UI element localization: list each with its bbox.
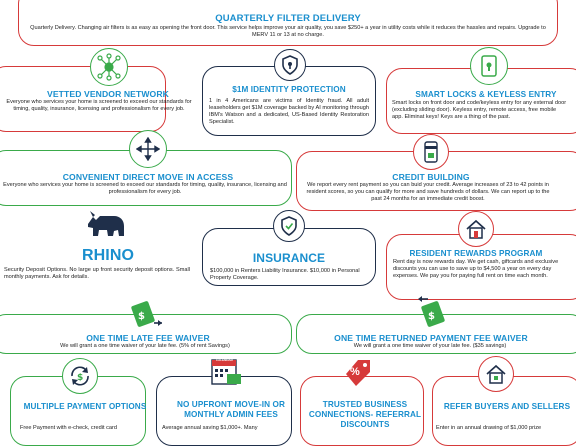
direct-move-in-text: Everyone who services your home is screened to exceed our standards for timing, quality, insurance, licensing and professionalism for every job. [3,182,287,195]
identity-protection-title: $1M IDENTITY PROTECTION [232,85,346,94]
credit-building-text: We report every rent payment so you can buid your credit. Average increases of 23 to 42 points in resident scores, so you can qualify for more and save hundreds of dollars. We can report up to the past 24 months for an immediate credit boost. [306,182,550,202]
no-upfront-fees-title: NO UPFRONT MOVE-IN OR MONTHLY ADMIN FEES [176,400,286,419]
money-arrow-icon [124,295,164,336]
vendor-network-icon [90,48,128,86]
umbrella-shield-icon [273,210,305,242]
keyless-lock-icon [470,47,508,85]
no-upfront-fees-text: Average annual saving $1,000+. Many [162,425,258,431]
rewards-house-icon [458,211,494,247]
money-return-icon [412,295,452,336]
returned-payment-waiver-title: ONE TIME RETURNED PAYMENT FEE WAIVER [334,333,528,343]
refer-buyers-text: Enter in an annual drawing of $1,000 prize [436,425,542,431]
payment-options-text: Free Payment with e-check, credit card [20,425,117,431]
resident-rewards-text: Rent day is now rewards day. We get cash, giftcards and exclusive discounts you can use to save up to $4,500 a year on every day expenses. We pay you for paying full rent on time each month. [393,259,559,279]
rhino-title: RHINO [81,247,135,264]
credit-card-icon [413,134,449,170]
vetted-vendor-text: Everyone who services your home is screened to exceed our standards for timing, quality, insurance, licensing and professionalism for every job. [6,99,192,112]
smart-locks-title: SMART LOCKS & KEYLESS ENTRY [415,90,557,99]
late-fee-waiver-text: We will grant a one time waiver of your late fee. (5% of rent Savings) [60,343,230,349]
trusted-business-title: TRUSTED BUSINESS CONNECTIONS- REFERRAL DISCOUNTS [308,400,422,429]
insurance-text: $100,000 in Renters Liability Insurance. $10,000 in Personal Property Coverage. [210,268,360,281]
identity-protection-text: 1 in 4 Americans are victims of Identity fraud. All adult leaseholders get $1M coverage backed by AI monitoring through IBM's Watson and a dedicated, US-Based Identity Restoration Specialist. [209,98,369,125]
returned-payment-waiver-text: We will grant a one time waiver of your late fee. ($35 savings) [353,343,507,349]
resident-rewards-title: RESIDENT REWARDS PROGRAM [409,249,543,258]
smart-locks-text: Smart locks on front door and code/keyless entry for any external door (excluding sliding door). Keyless entry, remote access, free mobile app. Eliminat keys! Keys are a thing of the past. [392,100,567,120]
refer-buyers-title: REFER BUYERS AND SELLERS [443,402,571,411]
rhino-text: Security Deposit Options. No large up front security deposit options. Small monthly payments. Ask for details. [4,267,190,280]
move-arrows-icon [129,130,167,168]
svg-text:$: $ [138,311,145,322]
refer-house-icon [478,356,514,392]
credit-building-title: CREDIT BUILDING [392,172,470,182]
shield-icon [274,49,306,81]
svg-text:$: $ [77,373,84,383]
late-fee-waiver-title: ONE TIME LATE FEE WAIVER [86,333,210,343]
vetted-vendor-title: VETTED VENDOR NETWORK [47,89,169,99]
rhino-icon [84,210,128,245]
insurance-title: INSURANCE [252,251,326,265]
payment-options-title: MULTIPLE PAYMENT OPTIONS [23,402,147,411]
quarterly-filter-text: Quarterly Delivery. Changing air filters is as easy as opening the front door. This service helps improve your air quality, you save $250+ a year in utility costs while it reduces the hassles and repairs. Upgrade to MERV 11 or 13 at no charge. [30,25,546,38]
direct-move-in-title: CONVENIENT DIRECT MOVE IN ACCESS [62,172,234,182]
svg-text:$: $ [428,311,435,322]
quarterly-filter-title: QUARTERLY FILTER DELIVERY [215,13,361,24]
calendar-label: CALENDAR [216,358,233,362]
payment-cycle-icon [62,358,98,394]
percent-symbol: % [350,366,360,378]
